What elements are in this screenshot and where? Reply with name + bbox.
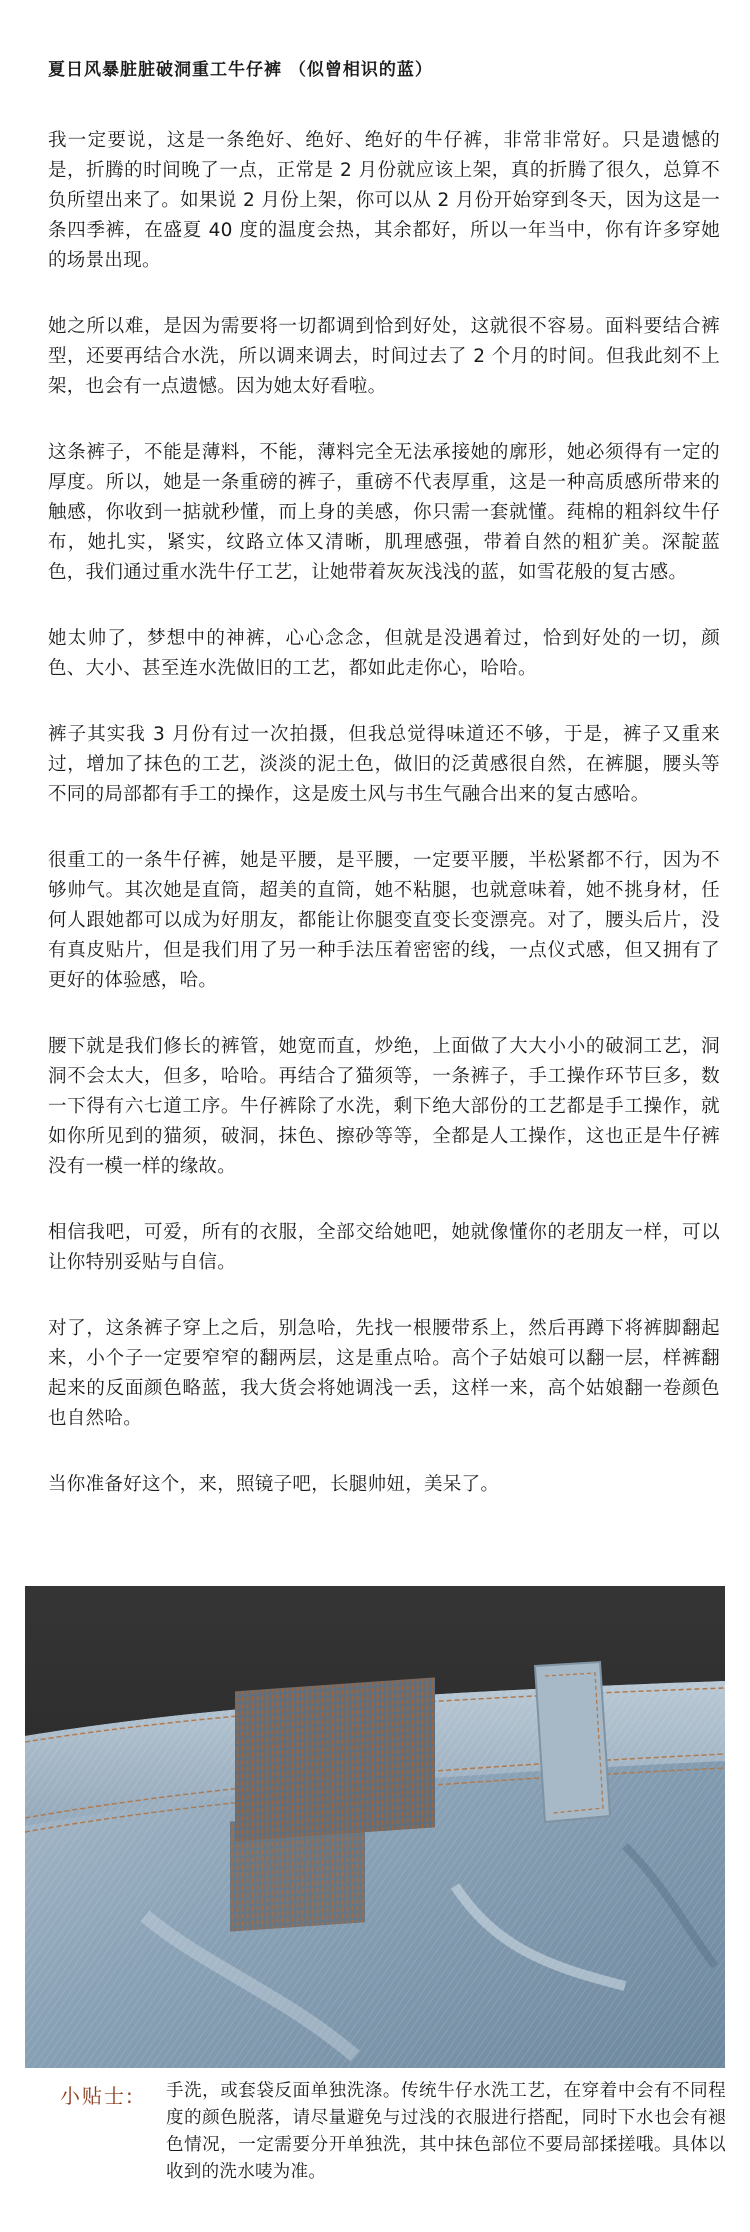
care-tip-label: 小贴士: bbox=[60, 2084, 135, 2108]
article-paragraph: 她太帅了，梦想中的神裤，心心念念，但就是没遇着过，恰到好处的一切，颜色、大小、甚至连水洗做旧的工艺，都如此走你心，哈哈。 bbox=[48, 628, 720, 679]
article-paragraph: 这条裤子，不能是薄料，不能，薄料完全无法承接她的廓形，她必须得有一定的厚度。所以，她是一条重磅的裤子，重磅不代表厚重，这是一种高质感所带来的触感，你收到一掂就秒懂，而上身的美感，你只需一套就懂。莼棉的粗斜纹牛仔布，她扎实，紧实，纹路立体又清晰，肌理感强，带着自然的粗犷美。深靛蓝色，我们通过重水洗牛仔工艺，让她带着灰灰浅浅的蓝，如雪花般的复古感。 bbox=[48, 442, 720, 583]
jeans-waistband-illustration bbox=[25, 1586, 725, 2068]
article-paragraph: 我一定要说，这是一条绝好、绝好、绝好的牛仔裤，非常非常好。只是遗憾的是，折腾的时间晚了一点，正常是 2 月份就应该上架，真的折腾了很久，总算不负所望出来了。如果说 2 月份上架，你可以从 2 月份开始穿到冬天，因为这是一条四季裤，在盛夏 40 度的温度会热，其余都好，所以一年当中，你有许多穿她的场景出现。 bbox=[48, 130, 720, 271]
article-paragraph: 相信我吧，可爱，所有的衣服，全部交给她吧，她就像懂你的老朋友一样，可以让你特别妥贴与自信。 bbox=[48, 1222, 720, 1273]
article-paragraph: 很重工的一条牛仔裤，她是平腰，是平腰，一定要平腰，半松紧都不行，因为不够帅气。其次她是直筒，超美的直筒，她不粘腿，也就意味着，她不挑身材，任何人跟她都可以成为好朋友，都能让你腿变直变长变漂亮。对了，腰头后片，没有真皮贴片，但是我们用了另一种手法压着密密的线，一点仪式感，但又拥有了更好的体验感，哈。 bbox=[48, 850, 720, 991]
article-paragraph: 她之所以难，是因为需要将一切都调到恰到好处，这就很不容易。面料要结合裤型，还要再结合水洗，所以调来调去，时间过去了 2 个月的时间。但我此刻不上架，也会有一点遗憾。因为她太好看啦。 bbox=[48, 316, 720, 397]
article-title: 夏日风暴脏脏破洞重工牛仔裤 （似曾相识的蓝） bbox=[48, 60, 433, 80]
article-paragraph: 腰下就是我们修长的裤管，她宽而直，炒绝，上面做了大大小小的破洞工艺，洞洞不会太大，但多，哈哈。再结合了猫须等，一条裤子，手工操作环节巨多，数一下得有六七道工序。牛仔裤除了水洗，剩下绝大部份的工艺都是手工操作，就如你所见到的猫须，破洞，抹色、擦砂等等，全都是人工操作，这也正是牛仔裤没有一模一样的缘故。 bbox=[48, 1036, 720, 1177]
care-tip-text: 手洗，或套袋反面单独洗涤。传统牛仔水洗工艺，在穿着中会有不同程度的颜色脱落，请尽量避免与过浅的衣服进行搭配，同时下水也会有褪色情况，一定需要分开单独洗，其中抹色部位不要局部揉搓哦。具体以收到的洗水唛为准。 bbox=[166, 2081, 726, 2182]
jeans-detail-photo bbox=[25, 1586, 725, 2068]
article bbox=[48, 58, 720, 1536]
article-paragraph: 对了，这条裤子穿上之后，别急哈，先找一根腰带系上，然后再蹲下将裤脚翻起来，小个子一定要窄窄的翻两层，这是重点哈。高个子姑娘可以翻一层，样裤翻起来的反面颜色略蓝，我大货会将她调浅一丢，这样一来，高个姑娘翻一卷颜色也自然哈。 bbox=[48, 1318, 720, 1429]
article-paragraph: 当你准备好这个，来，照镜子吧，长腿帅妞，美呆了。 bbox=[48, 1474, 500, 1495]
article-paragraph: 裤子其实我 3 月份有过一次拍摄，但我总觉得味道还不够，于是，裤子又重来过，增加了抹色的工艺，淡淡的泥土色，做旧的泛黄感很自然，在裤腿，腰头等不同的局部都有手工的操作，这是废土风与书生气融合出来的复古感哈。 bbox=[48, 724, 720, 805]
decorative-stitch-patch-lower bbox=[230, 1812, 365, 1931]
